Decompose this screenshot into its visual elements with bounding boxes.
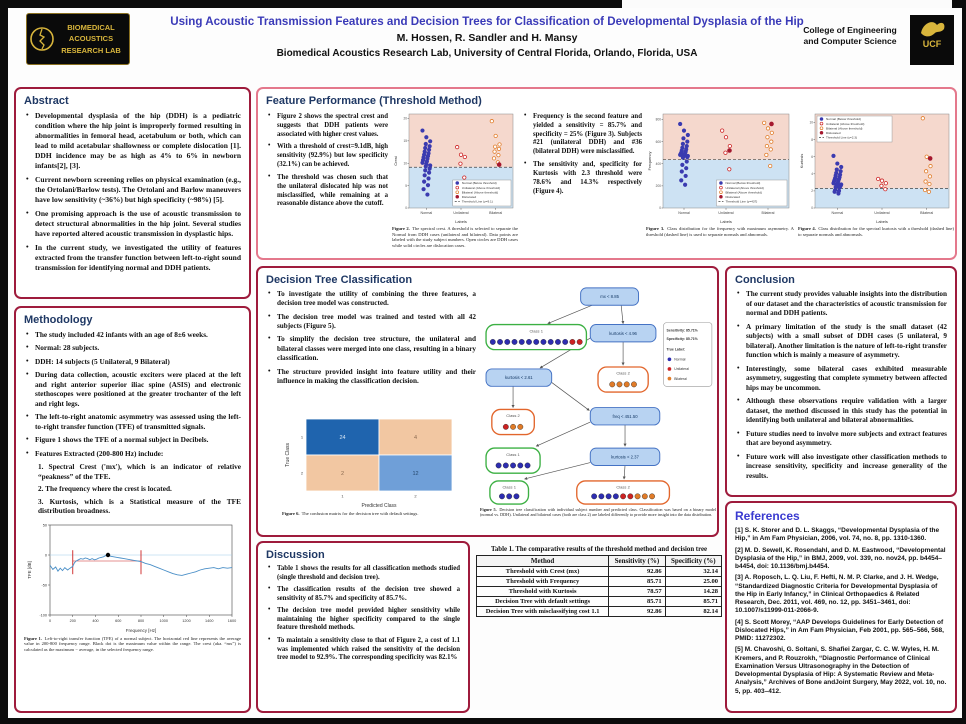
- svg-text:600: 600: [655, 139, 661, 144]
- svg-text:Labels: Labels: [876, 219, 888, 224]
- svg-text:Class 2: Class 2: [506, 413, 520, 419]
- table-row: [477, 577, 722, 587]
- lab-logo-line: BIOMEDICAL: [67, 22, 115, 32]
- svg-text:1600: 1600: [227, 618, 237, 623]
- bullet-item: • The structure provided insight into feature utility and their influence in making the classification decision.: [266, 368, 476, 387]
- column-header: Sensitivity (%): [609, 556, 665, 567]
- svg-text:0: 0: [48, 618, 52, 623]
- figure2-caption: Figure 2. The spectral crest. A threshold is selected to separate the Normal from DDH cases (unilateral and bilateral). Data points are labeled with the study subject numbers. Open circles are DDH cases while solid circles are dislocation cases.: [392, 226, 518, 249]
- svg-text:Bilateral: Bilateral: [489, 211, 503, 215]
- figure6-caption: Figure 6. The confusion matrix for the decision tree with default settings.: [282, 511, 419, 516]
- svg-text:4: 4: [811, 172, 813, 177]
- bullet-item: • Frequency is the second feature and yielded a sensitivity = 85.7% and specificity = 25% (Figure 3). Subjects #21 (unilateral DDH) and #36 (bilateral DDH) were misclassified.: [522, 113, 642, 157]
- bullet-item: • The left-to-right anatomic asymmetry was assessed using the left-to-right transfer function (TFE) of transmitted signals.: [24, 412, 241, 431]
- feature-list-item: 2. The frequency where the crest is located.: [38, 484, 172, 494]
- table-header-row: [477, 556, 722, 567]
- svg-text:Class 2: Class 2: [616, 484, 630, 490]
- svg-text:Normal (Below threshold): Normal (Below threshold): [725, 181, 761, 186]
- svg-text:800: 800: [655, 117, 661, 122]
- svg-text:8: 8: [811, 137, 813, 142]
- svg-text:Bilateral (Above threshold): Bilateral (Above threshold): [725, 190, 762, 195]
- svg-text:1400: 1400: [205, 618, 214, 623]
- conclusion-title: Conclusion: [735, 274, 795, 286]
- bullet-item: • To investigate the utility of combining the three features, a decision tree model was constructed.: [266, 290, 476, 309]
- svg-text:Crest: Crest: [393, 156, 398, 166]
- table-row: [477, 607, 722, 617]
- specificity-cell: 82.14: [665, 607, 721, 617]
- bullet-item: • Figure 1 shows the TFE of a normal subject in Decibels.: [24, 435, 241, 444]
- ucf-pegasus-icon: [915, 15, 949, 41]
- svg-text:kurtosis < 4.96: kurtosis < 4.96: [609, 330, 637, 336]
- bullet-item: • To maintain a sensitivity close to that of Figure 2, a cost of 1.1 was implemented which raised the sensitivity of the decision tree model to 92.9%. The corresponding specificity was 82.1%: [266, 637, 460, 663]
- decision-tree-bullets: [266, 290, 476, 390]
- decision-tree-title: Decision Tree Classification: [266, 274, 413, 286]
- svg-text:mx < 8.85: mx < 8.85: [600, 294, 619, 300]
- svg-text:Threshold Line (y=2.3): Threshold Line (y=2.3): [826, 135, 858, 140]
- svg-text:400: 400: [92, 618, 99, 623]
- figure5-block: [480, 284, 716, 518]
- reference-item: [2] M. D. Sewell, K. Rosendahl, and D. M. Eastwood, “Developmental Dysplasia of the Hip,” in BMJ, 2009, vol. 339, no. nov24, pp. b4454–b4454, doi: 10.1136/bmj.b4454.: [735, 546, 946, 570]
- svg-text:Class 2: Class 2: [616, 370, 630, 376]
- svg-text:Class 1: Class 1: [529, 328, 543, 334]
- bullet-item: • Table 1 shows the results for all classification methods studied (single threshold and decision tree).: [266, 565, 460, 582]
- table-row: [477, 597, 722, 607]
- method-cell: Threshold with Frequency: [477, 577, 609, 587]
- figure2-crest-scatter: [392, 111, 516, 225]
- method-cell: Threshold with Crest (mx): [477, 567, 609, 577]
- ucf-logo: [910, 15, 954, 65]
- svg-text:Bilateral (Above threshold): Bilateral (Above threshold): [826, 126, 863, 131]
- conclusion-panel: [725, 266, 957, 497]
- svg-text:1000: 1000: [159, 618, 168, 623]
- svg-text:-100: -100: [39, 613, 47, 618]
- method-cell: Decision Tree with misclassifying cost 1.1: [477, 607, 609, 617]
- figure4-caption: Figure 4. Class distribution for the spectral kurtosis with a threshold (dashed line) to separate normals and abnormals.: [798, 226, 955, 237]
- figure6-block: [282, 416, 464, 517]
- svg-text:Class 1: Class 1: [502, 484, 516, 490]
- svg-text:Class 1: Class 1: [506, 451, 520, 457]
- svg-text:Unilateral (Above threshold): Unilateral (Above threshold): [461, 185, 501, 190]
- bullet-item: • Although these observations require validation with a larger dataset, the method discussed in this study has the potential in identifying both unilateral and bilateral abnormalities.: [735, 397, 947, 426]
- svg-text:Specificity: 85.71%: Specificity: 85.71%: [666, 336, 698, 341]
- svg-text:0: 0: [811, 206, 813, 211]
- svg-text:Unilateral (Above threshold): Unilateral (Above threshold): [725, 185, 764, 190]
- svg-text:2: 2: [414, 493, 417, 499]
- lab-logo-line: ACOUSTICS: [68, 34, 114, 44]
- table-row: [477, 567, 722, 577]
- methodology-bullets: [24, 330, 241, 458]
- feature-col1: [266, 113, 388, 213]
- svg-text:Kurtosis: Kurtosis: [799, 153, 804, 169]
- svg-text:Bilateral: Bilateral: [761, 211, 775, 215]
- figure1-tfe-line-chart: [24, 519, 238, 635]
- lab-logo-text: [55, 22, 127, 57]
- reference-item: [1] S. K. Storer and D. L. Skaggs, “Developmental Dysplasia of the Hip,” in Am Fam Physician, 2006, vol. 74, no. 8, pp. 1310-1360.: [735, 527, 940, 543]
- feature-list-item: 1. Spectral Crest ('mx'), which is an indicator of relative “peakness” of the TFE.: [38, 462, 241, 481]
- college-line: College of Engineering: [803, 25, 897, 35]
- svg-text:1: 1: [300, 434, 304, 440]
- college-name: [794, 25, 906, 47]
- svg-text:Dislocated: Dislocated: [461, 195, 477, 199]
- svg-text:Normal (Below threshold): Normal (Below threshold): [461, 181, 497, 186]
- svg-text:Frequency [Hz]: Frequency [Hz]: [125, 627, 157, 633]
- bullet-item: • DDH: 14 subjects (5 Unilateral, 9 Bilateral): [24, 357, 241, 366]
- svg-text:800: 800: [137, 618, 145, 623]
- discussion-panel: [256, 541, 470, 713]
- column-header: Method: [477, 556, 609, 567]
- bullet-item: • With a threshold of crest=9.1dB, high sensitivity (92.9%) but low specificity (32.1%) can be achieved.: [266, 143, 388, 169]
- feature-performance-title: Feature Performance (Threshold Method): [266, 95, 482, 107]
- header-titles: [134, 15, 840, 59]
- svg-text:Normal: Normal: [674, 357, 686, 362]
- svg-text:0: 0: [405, 206, 407, 211]
- figure3-caption: Figure 3. Class distribution for the frequency with maximum asymmetry. A threshold (dashed line) is used to separate normals and abnormals.: [646, 226, 794, 237]
- sensitivity-cell: 92.86: [609, 607, 665, 617]
- bullet-item: • Features Extracted (200-800 Hz) include:: [24, 449, 241, 458]
- svg-text:Dislocated: Dislocated: [826, 131, 841, 135]
- svg-text:400: 400: [655, 161, 661, 166]
- bullet-item: • The decision tree model was trained and tested with all 42 subjects (Figure 5).: [266, 313, 476, 332]
- poster-authors: M. Hossen, R. Sandler and H. Mansy: [396, 32, 578, 44]
- svg-text:Unilateral: Unilateral: [718, 211, 734, 215]
- figure3-block: [646, 111, 794, 237]
- sensitivity-cell: 85.71: [609, 577, 665, 587]
- methodology-title: Methodology: [24, 314, 93, 326]
- svg-text:TFE [dB]: TFE [dB]: [27, 560, 32, 579]
- svg-text:Unilateral: Unilateral: [453, 211, 469, 215]
- svg-text:24: 24: [339, 435, 346, 441]
- conclusion-bullets: [735, 290, 947, 481]
- figure3-frequency-scatter: [646, 111, 792, 225]
- methodology-panel: [14, 306, 251, 713]
- svg-text:Unilateral: Unilateral: [674, 367, 689, 372]
- figure5-decision-tree-diagram: [480, 284, 716, 506]
- bullet-item: • The decision tree model provided higher sensitivity while maintaining the higher specificity compared to the single feature threshold methods.: [266, 607, 460, 633]
- svg-text:Frequency: Frequency: [647, 151, 652, 171]
- svg-text:2: 2: [340, 471, 345, 477]
- poster-title: Using Acoustic Transmission Features and Decision Trees for Classification of Developmental Dysplasia of the Hip: [170, 15, 804, 28]
- svg-text:1200: 1200: [182, 618, 191, 623]
- bullet-item: • Figure 2 shows the spectral crest and suggests that DDH patients were associated with higher crest values.: [266, 113, 388, 139]
- svg-text:Sensitivity: 85.71%: Sensitivity: 85.71%: [666, 328, 698, 333]
- figure5-caption: Figure 5. Decision tree classification with individual subject number and predicted class. Classification was based on a binary model (normal vs. DDH). Unilateral and bilateral cases (both are class 2) are labeled differently to provide more insight into the data distribution.: [480, 507, 716, 518]
- discussion-bullets: [266, 565, 460, 663]
- svg-text:200: 200: [655, 184, 661, 189]
- table1-caption: Table 1. The comparative results of the threshold method and decision tree: [491, 546, 707, 553]
- svg-text:Dislocated: Dislocated: [725, 195, 740, 199]
- figure4-kurtosis-scatter: [798, 111, 952, 225]
- window-chrome-strip: [622, 0, 952, 8]
- college-line: and Computer Science: [803, 36, 897, 47]
- svg-text:15: 15: [403, 139, 407, 144]
- reference-item: [5] M. Chavoshi, G. Soltani, S. Shafiei Zargar, C. C. W. Wyles, H. M. Kremers, and P. Rouzrokh, “Diagnostic Performance of Clinical Examination Versus Ultrasonography in the Detection of Developmental Dysplasia of Hip: A Systematic Review and Meta-Analysis,” Archives of Bone andJoint Surgery, May 2022, vol. 10, no. 5, pp. 403–412.: [735, 646, 947, 695]
- bullet-item: • The threshold was chosen such that the unilateral dislocated hip was not misclassified, while remaining at a reasonable distance above the cutoff.: [266, 174, 388, 209]
- svg-text:0: 0: [659, 206, 661, 211]
- table-row: [477, 587, 722, 597]
- bullet-item: • One promising approach is the use of acoustic transmission to detect structural abnormalities in the hip joint. Several studies have reported altered acoustic transmission in dysplastic hips.: [24, 209, 241, 239]
- svg-text:Normal (Below threshold): Normal (Below threshold): [826, 117, 861, 122]
- reference-item: [4] S. Scott Morey, “AAP Develops Guidelines for Early Detection of Dislocated Hips,” in Am Fam Physician, Feb 2001, pp. 565–566, 568, PMID: 11272302.: [735, 618, 944, 642]
- svg-text:50: 50: [42, 523, 47, 528]
- svg-text:Threshold Line (y=437): Threshold Line (y=437): [725, 199, 758, 204]
- bullet-item: • Developmental dysplasia of the hip (DDH) is a pediatric condition where the hip joint is improperly formed resulting in abnormalities in femoral head, acetabulum or both, which can lead to mild acetabular shallowness or complete dislocation [1]. DDH incidence may be as high as 4% to 6% in newborn infants[2], [3].: [24, 111, 241, 171]
- svg-text:Unilateral: Unilateral: [874, 211, 890, 215]
- figure4-block: [798, 111, 954, 237]
- bullet-item: • A primary limitation of the study is the small dataset (42 subjects) with a small subset of DDH cases (5 unilateral, 9 bilateral). Another limitation is the nature of left-to-right transfer function which is mainly a measure of asymmetry.: [735, 323, 947, 361]
- svg-text:Bilateral (Above threshold): Bilateral (Above threshold): [461, 190, 499, 195]
- svg-text:12: 12: [412, 471, 419, 477]
- bullet-item: • Interestingly, some bilateral cases exhibited measurable asymmetry, suggesting that complete symmetry between affected hips may be uncommon.: [735, 365, 947, 394]
- svg-text:kurtosis < 2.61: kurtosis < 2.61: [505, 375, 533, 381]
- svg-text:Predicted Class: Predicted Class: [361, 503, 397, 509]
- svg-text:Labels: Labels: [455, 219, 467, 224]
- svg-text:Unilateral (Above threshold): Unilateral (Above threshold): [826, 121, 865, 126]
- bullet-item: • The study included 42 infants with an age of 8±6 weeks.: [24, 330, 241, 339]
- svg-text:Threshold Line (y=9.1): Threshold Line (y=9.1): [461, 199, 493, 204]
- lab-logo: [26, 13, 130, 65]
- svg-text:10: 10: [403, 161, 407, 166]
- poster: [8, 8, 962, 718]
- reference-item: [3] A. Roposch, L. Q. Liu, F. Hefti, N. M. P. Clarke, and J. H. Wedge, “Standardized Diagnostic Criteria for Developmental Dysplasia of the Hip in Early Infancy,” in Clinical Orthopaedics & Related Research, Dec. 2011, vol. 469, no. 12, pp. 3451–3461, doi: 10.1007/s11999-011-2066-9.: [735, 574, 939, 615]
- svg-text:kurtosis < 2.37: kurtosis < 2.37: [611, 454, 639, 460]
- svg-text:Normal: Normal: [678, 211, 690, 215]
- specificity-cell: 32.14: [665, 567, 721, 577]
- svg-text:Bilateral: Bilateral: [920, 211, 934, 215]
- svg-text:600: 600: [115, 618, 122, 623]
- bullet-item: • Current newborn screening relies on physical examination (e.g., the Ortolani/Barlow tests). The Ortolani and Barlow maneuvers have low sensitivity (~36%) but high specificity (~98%) [5].: [24, 175, 241, 205]
- svg-text:Normal: Normal: [420, 211, 433, 215]
- poster-affiliation: Biomedical Acoustics Research Lab, University of Central Florida, Orlando, Florida, USA: [276, 48, 698, 59]
- sensitivity-cell: 78.57: [609, 587, 665, 597]
- decision-tree-panel: [256, 266, 719, 537]
- svg-text:Bilateral: Bilateral: [674, 376, 687, 381]
- discussion-title: Discussion: [266, 549, 325, 561]
- svg-text:1: 1: [341, 493, 344, 499]
- column-header: Specificity (%): [665, 556, 721, 567]
- feature-col2: [522, 113, 642, 200]
- method-cell: Threshold with Kurtosis: [477, 587, 609, 597]
- svg-text:-50: -50: [41, 583, 47, 588]
- svg-text:2: 2: [811, 189, 813, 194]
- sensitivity-cell: 85.71: [609, 597, 665, 607]
- svg-text:Labels: Labels: [720, 219, 732, 224]
- figure6-confusion-matrix: [282, 416, 460, 510]
- svg-text:0: 0: [44, 553, 47, 558]
- svg-text:4: 4: [413, 435, 418, 441]
- bullet-item: • Future studies need to involve more subjects and extract features that are beyond asymmetry.: [735, 430, 947, 449]
- svg-text:200: 200: [69, 618, 76, 623]
- bullet-item: • Normal: 28 subjects.: [24, 343, 241, 352]
- svg-text:6: 6: [811, 154, 813, 159]
- bullet-item: • The sensitivity and, specificity for Kurtosis with 2.3 threshold were 78.6% and 14.3% respectively (Figure 4).: [522, 161, 642, 196]
- figure2-block: [392, 111, 518, 249]
- svg-text:20: 20: [403, 116, 407, 121]
- feature-list-item: 3. Kurtosis, which is a Statistical measure of the TFE distribution broadness.: [38, 496, 241, 516]
- svg-text:True Label:: True Label:: [666, 347, 686, 352]
- results-table-block: [476, 546, 722, 713]
- specificity-cell: 14.28: [665, 587, 721, 597]
- specificity-cell: 85.71: [665, 597, 721, 607]
- sensitivity-cell: 92.86: [609, 567, 665, 577]
- lab-logo-icon: [29, 19, 55, 59]
- lab-logo-line: RESEARCH LAB: [61, 45, 121, 55]
- bullet-item: • The current study provides valuable insights into the distribution of our dataset and the characteristics of acoustic transmission for normal and DDH patients.: [735, 290, 947, 319]
- abstract-bullets: [24, 111, 241, 273]
- svg-text:5: 5: [405, 183, 407, 188]
- bullet-item: • The classification results of the decision tree showed a sensitivity of 85.7% and specificity of 85.7%.: [266, 586, 460, 603]
- abstract-title: Abstract: [24, 95, 69, 107]
- svg-text:True Class: True Class: [285, 443, 291, 467]
- ucf-wordmark: UCF: [922, 39, 942, 49]
- figure1-caption: Figure 1. Left-to-right transfer function (TFE) of a normal subject. The horizontal red line represents the average value in 200-800 frequency range. Black dot is the maximum value within the range. The crest (aka. “mx”) is calculated as the maximum − average, in the selected frequency range.: [24, 635, 241, 653]
- svg-text:10: 10: [809, 120, 813, 125]
- svg-text:2: 2: [300, 470, 304, 476]
- bullet-item: • Future work will also investigate other classification methods to increase sensitivity, specificity and increase generality of the results.: [735, 453, 947, 482]
- svg-text:Normal: Normal: [831, 211, 844, 215]
- references-title: References: [735, 509, 800, 523]
- bullet-item: • To simplify the decision tree structure, the unilateral and bilateral classes were merged into one class, resulting in a binary classification.: [266, 335, 476, 363]
- abstract-panel: [14, 87, 251, 299]
- figure1-block: [24, 519, 241, 653]
- references-panel: [725, 501, 957, 713]
- method-cell: Decision Tree with default settings: [477, 597, 609, 607]
- feature-performance-panel: [256, 87, 957, 260]
- svg-text:freq < 451.50: freq < 451.50: [612, 413, 638, 419]
- results-table: [476, 555, 722, 617]
- bullet-item: • In the current study, we investigated the utility of features extracted from the transfer function between left-to-right sound transmission for identifying normal and DDH patients.: [24, 243, 241, 273]
- specificity-cell: 25.00: [665, 577, 721, 587]
- bullet-item: • During data collection, acoustic exciters were placed at the left and right anterior superior iliac spine (ASIS) and electronic stethoscopes were positioned at the greater trochanter of the left and right legs.: [24, 370, 241, 408]
